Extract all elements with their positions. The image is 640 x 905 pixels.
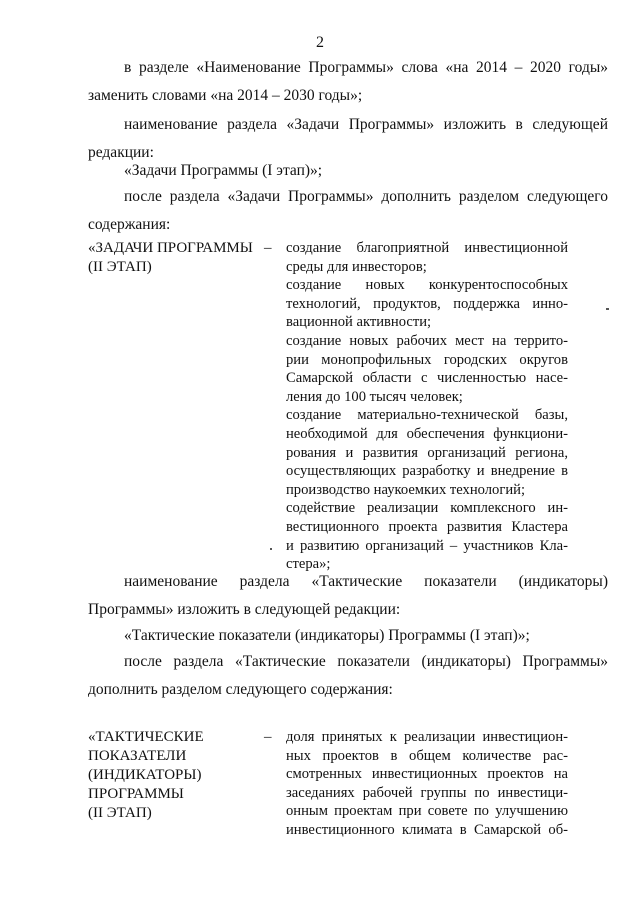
section1-line: рования и развития организаций региона, [286,444,568,461]
section2-label-line: (ИНДИКАТОРЫ) [88,767,202,783]
section1-label-line-2: (II ЭТАП) [88,259,152,275]
scan-speck [606,308,609,310]
section1-line: создание благоприятной инвестиционной [286,240,568,256]
section1-line: технологий, продуктов, поддержка инно- [286,295,568,312]
section1-line: необходимой для обеспечения функциони- [286,425,568,442]
section1-label-line-1: «ЗАДАЧИ ПРОГРАММЫ [88,240,253,256]
scan-speck [270,548,272,550]
paragraph-5-line-1: наименование раздела «Тактические показатели (индикаторы) [124,573,608,590]
section2-line: инвестиционного климата в Самарской об- [286,821,568,838]
paragraph-4-line-2: содержания: [88,216,171,233]
section1-line: осуществляющих разработку и внедрение в [286,463,568,480]
section1-line: создание новых рабочих мест на террито- [286,332,568,349]
section1-line: вационной активности; [286,314,432,331]
section1-line: и развитию организаций – участников Кла- [286,537,568,554]
section1-line: создание новых конкурентоспособных [286,277,568,294]
section1-line: создание материально-технической базы, [286,407,568,424]
section1-line: среды для инвесторов; [286,258,427,275]
section2-label-line: (II ЭТАП) [88,805,152,821]
section1-line: стера»; [286,556,331,573]
page-number: 2 [316,34,324,51]
paragraph-3: «Задачи Программы (I этап)»; [124,162,323,179]
paragraph-2-line-1: наименование раздела «Задачи Программы» изложить в следующей [124,116,608,133]
section2-line: ных проектов в общем количестве рас- [286,747,568,764]
section1-line: Самарской области с численностью насе- [286,370,568,387]
paragraph-1-line-1: в разделе «Наименование Программы» слова «на 2014 – 2020 годы» [124,59,608,76]
section2-dash: – [264,729,272,745]
section2-line: онным проектам при совете по улучшению [286,803,568,820]
section2-label-line: «ТАКТИЧЕСКИЕ [88,729,204,745]
section1-line: производство наукоемких технологий; [286,481,526,498]
section2-label-line: ПРОГРАММЫ [88,786,184,802]
section2-indicators-list [286,728,568,840]
section1-line: ления до 100 тысяч человек; [286,388,463,405]
paragraph-7-line-2: дополнить разделом следующего содержания: [88,681,393,698]
paragraph-1-line-2: заменить словами «на 2014 – 2030 годы»; [88,87,363,104]
section1-line: рии монопрофильных городских округов [286,351,568,368]
section1-dash: – [264,240,272,256]
section1-line: содействие реализации комплексного ин- [286,500,568,517]
paragraph-4-line-1: после раздела «Задачи Программы» дополнить разделом следующего [124,188,608,205]
paragraph-6: «Тактические показатели (индикаторы) Программы (I этап)»; [124,627,530,644]
section2-label-line: ПОКАЗАТЕЛИ [88,748,187,764]
section1-label [88,239,278,277]
section2-line: заседаниях рабочей группы по инвестици- [286,784,568,801]
section2-line: смотренных инвестиционных проектов на [286,766,568,783]
section2-label [88,728,278,823]
section2-line: доля принятых к реализации инвестицион- [286,729,568,745]
section1-line: вестиционного проекта развития Кластера [286,518,568,535]
paragraph-2-line-2: редакции: [88,144,154,161]
paragraph-7-line-1: после раздела «Тактические показатели (индикаторы) Программы» [124,653,608,670]
section1-tasks-list [286,239,568,574]
paragraph-5-line-2: Программы» изложить в следующей редакции: [88,601,401,618]
